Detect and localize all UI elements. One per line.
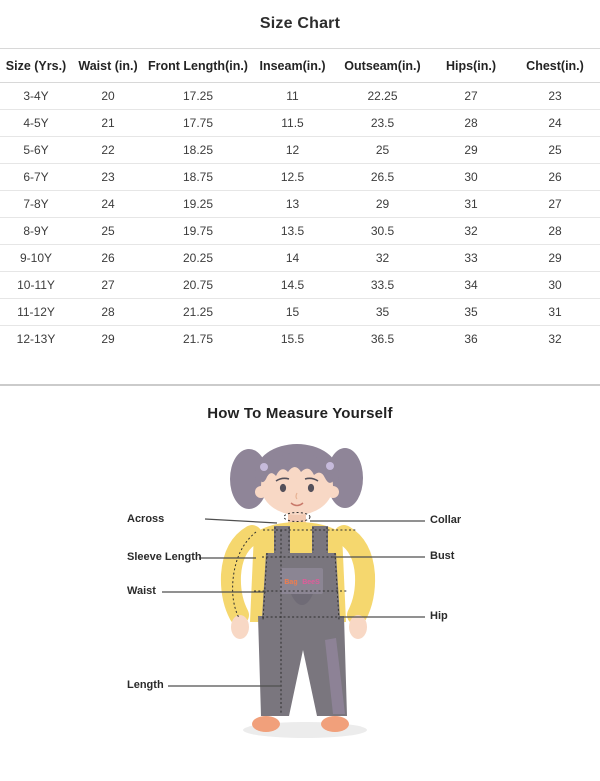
column-header: Chest(in.) (510, 49, 600, 83)
table-row (0, 326, 600, 353)
table-cell: 29 (101, 332, 115, 346)
table-row (0, 83, 600, 110)
table-cell: 9-10Y (0, 245, 72, 272)
column-header: Outseam(in.) (333, 49, 432, 83)
table-cell: 12-13Y (16, 332, 56, 346)
table-cell: 15 (252, 299, 333, 326)
table-cell: 29 (432, 137, 510, 164)
table-cell: 18.25 (144, 137, 252, 164)
table-cell: 26 (510, 164, 600, 191)
size-table-body (0, 83, 600, 353)
left-hand (231, 615, 249, 639)
right-arm (344, 535, 365, 615)
table-cell: 30 (432, 164, 510, 191)
table-cell: 11.5 (252, 110, 333, 137)
table-cell: 24 (510, 110, 600, 137)
table-cell: 36.5 (370, 332, 395, 346)
table-row (0, 110, 600, 137)
table-cell: 11-12Y (0, 299, 72, 326)
table-cell: 23 (510, 83, 600, 110)
table-cell: 14.5 (252, 272, 333, 299)
right-hand (349, 615, 367, 639)
table-cell: 29 (510, 245, 600, 272)
measure-section-title: How To Measure Yourself (207, 405, 393, 422)
left-hair-tie (260, 463, 268, 471)
table-cell: 32 (432, 218, 510, 245)
table-cell: 20.75 (144, 272, 252, 299)
table-cell: 15.5 (280, 332, 305, 346)
table-cell: 35 (333, 299, 432, 326)
table-cell: 22 (72, 137, 144, 164)
table-cell: 25 (510, 137, 600, 164)
right-hair-tie (326, 462, 334, 470)
column-header: Size (Yrs.) (0, 49, 72, 83)
right-foot (321, 716, 349, 732)
table-cell: 20.25 (144, 245, 252, 272)
size-chart-title: Size Chart (259, 15, 341, 32)
pocket-logo-word1: Bag (284, 579, 298, 586)
column-header: Waist (in.) (72, 49, 144, 83)
table-row (0, 272, 600, 299)
table-cell: 28 (432, 110, 510, 137)
measure-figure-illustration (0, 436, 600, 781)
label-collar: Collar (430, 514, 462, 526)
table-cell: 8-9Y (0, 218, 72, 245)
table-cell: 35 (432, 299, 510, 326)
column-header: Front Length(in.) (144, 49, 252, 83)
column-header: Hips(in.) (432, 49, 510, 83)
table-cell: 28 (72, 299, 144, 326)
table-cell: 29 (333, 191, 432, 218)
table-cell: 17.25 (144, 83, 252, 110)
label-across: Across (127, 513, 165, 525)
table-cell: 18.75 (144, 164, 252, 191)
table-cell: 12.5 (252, 164, 333, 191)
table-row (0, 245, 600, 272)
table-row (0, 164, 600, 191)
table-cell: 34 (432, 272, 510, 299)
size-table-header-row (0, 49, 600, 83)
left-foot (252, 716, 280, 732)
label-length: Length (127, 679, 164, 691)
table-cell: 23 (72, 164, 144, 191)
label-sleeve-length: Sleeve Length (127, 551, 202, 563)
size-chart-table (0, 48, 600, 352)
table-cell: 21.25 (144, 299, 252, 326)
table-cell: 3-4Y (0, 83, 72, 110)
section-divider (0, 384, 600, 386)
table-cell: 13 (252, 191, 333, 218)
column-header: Inseam(in.) (252, 49, 333, 83)
table-cell: 27 (72, 272, 144, 299)
table-cell: 36 (464, 332, 478, 346)
table-cell: 31 (432, 191, 510, 218)
table-row (0, 299, 600, 326)
table-cell: 20 (72, 83, 144, 110)
table-cell: 33.5 (333, 272, 432, 299)
table-cell: 13.5 (252, 218, 333, 245)
table-cell: 25 (72, 218, 144, 245)
left-eye (280, 484, 286, 492)
table-cell: 5-6Y (0, 137, 72, 164)
table-cell: 6-7Y (0, 164, 72, 191)
table-cell: 24 (72, 191, 144, 218)
table-cell: 25 (333, 137, 432, 164)
table-cell: 27 (432, 83, 510, 110)
table-cell: 23.5 (333, 110, 432, 137)
table-cell: 28 (510, 218, 600, 245)
table-cell: 30.5 (333, 218, 432, 245)
table-row (0, 218, 600, 245)
label-waist: Waist (127, 585, 156, 597)
table-cell: 19.75 (144, 218, 252, 245)
table-cell: 27 (510, 191, 600, 218)
table-cell: 19.25 (144, 191, 252, 218)
table-cell: 32 (548, 332, 562, 346)
table-cell: 17.75 (144, 110, 252, 137)
table-cell: 26.5 (333, 164, 432, 191)
table-cell: 31 (510, 299, 600, 326)
table-cell: 32 (333, 245, 432, 272)
table-cell: 4-5Y (0, 110, 72, 137)
across-pointer-line (205, 519, 277, 523)
table-cell: 22.25 (333, 83, 432, 110)
table-cell: 11 (252, 83, 333, 110)
table-cell: 33 (432, 245, 510, 272)
size-table-head (0, 49, 600, 83)
label-bust: Bust (430, 550, 455, 562)
table-row (0, 191, 600, 218)
table-cell: 14 (252, 245, 333, 272)
right-eye (308, 484, 314, 492)
table-cell: 21 (72, 110, 144, 137)
table-cell: 26 (72, 245, 144, 272)
table-cell: 30 (510, 272, 600, 299)
pocket-logo-word2: BeeS (302, 579, 320, 586)
table-cell: 10-11Y (0, 272, 72, 299)
table-cell: 7-8Y (0, 191, 72, 218)
table-cell: 21.75 (182, 332, 214, 346)
table-cell: 12 (252, 137, 333, 164)
label-hip: Hip (430, 610, 448, 622)
table-row (0, 137, 600, 164)
